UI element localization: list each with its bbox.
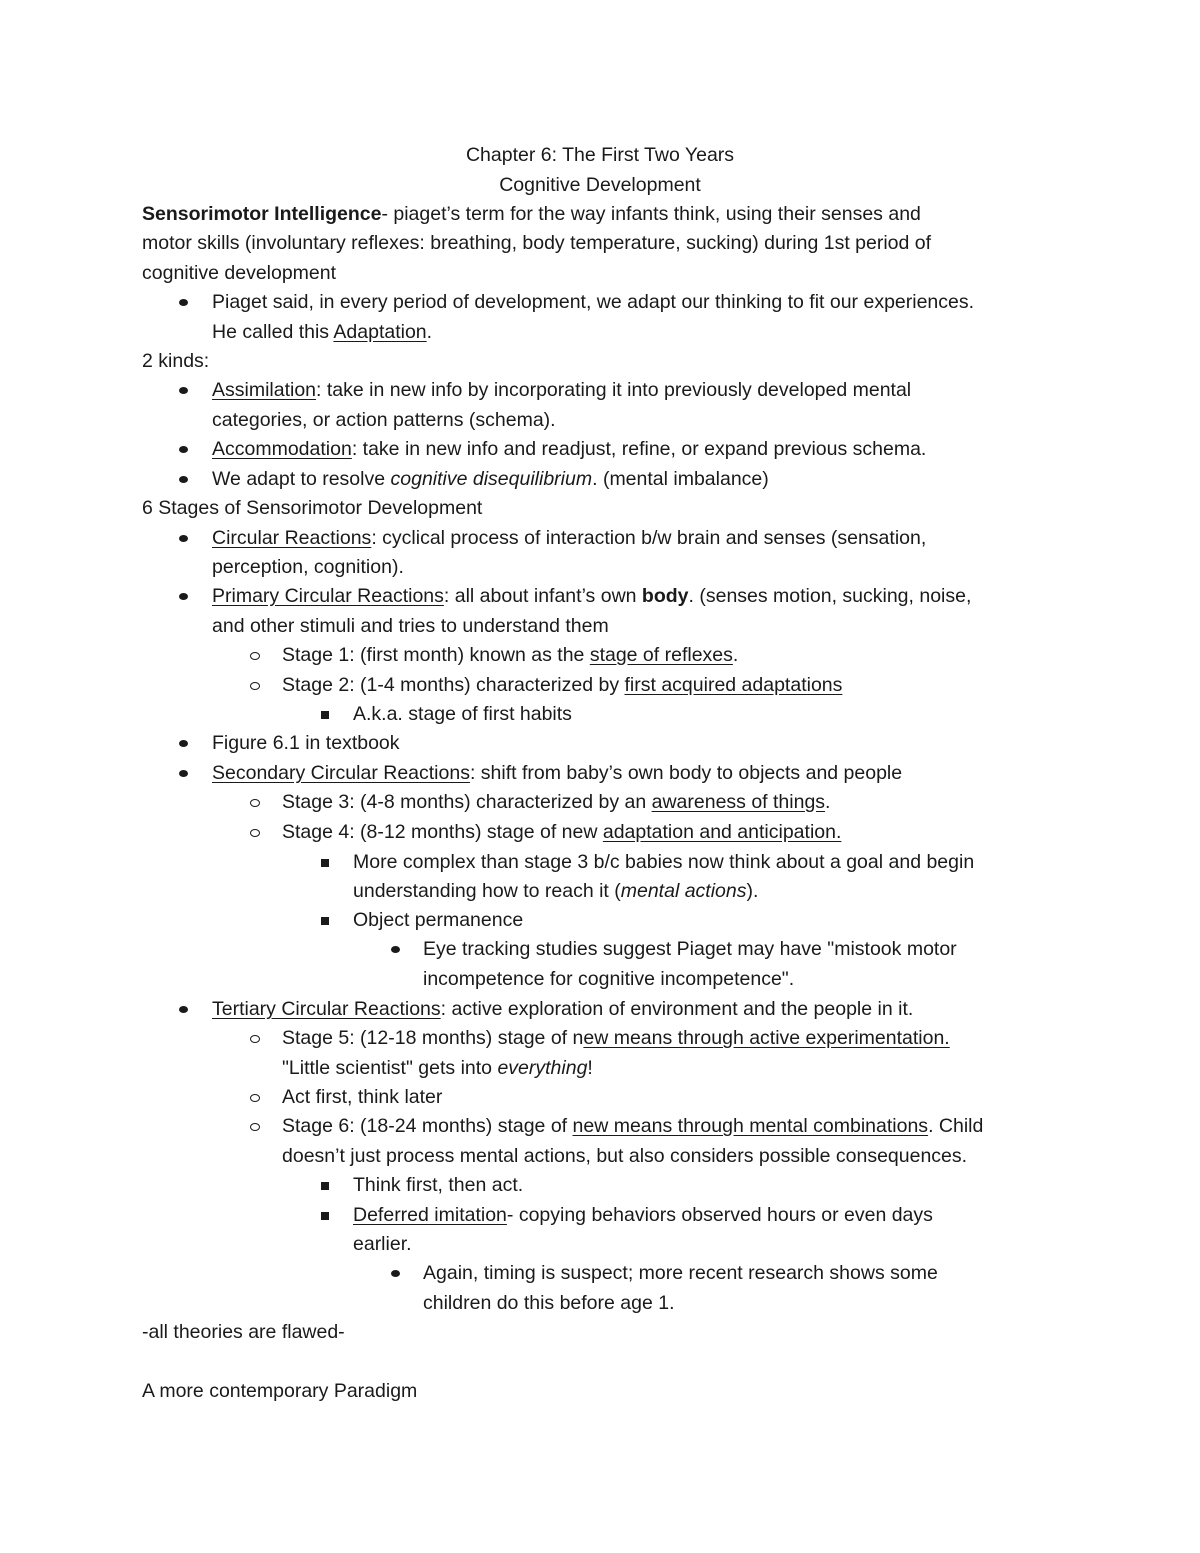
stage5-line-1: Stage 5: (12-18 months) stage of new means through active experimentation.: [282, 1027, 950, 1049]
term-secondary-circular-reactions: Secondary Circular Reactions: [212, 762, 470, 784]
term-adaptation-and-anticipation: adaptation and anticipation.: [602, 821, 842, 843]
term-first-acquired-adaptations: first acquired adaptations: [624, 674, 843, 696]
deferred-line-1: Deferred imitation- copying behaviors observed hours or even days: [353, 1204, 933, 1226]
bullet-square-icon: [313, 850, 337, 874]
adaptation-line-1: Piaget said, in every period of development, we adapt our thinking to fit our experiences.: [212, 291, 975, 313]
secondary-line: Secondary Circular Reactions: shift from baby’s own body to objects and people: [212, 762, 903, 784]
stage1-line: Stage 1: (first month) known as the stage of reflexes.: [282, 644, 739, 666]
again-line-2: children do this before age 1.: [423, 1292, 675, 1314]
act-first-line: Act first, think later: [282, 1086, 443, 1108]
term-mental-combinations: new means through mental combinations: [572, 1115, 929, 1137]
bullet-square-icon: [313, 702, 337, 726]
bullet-circle-icon: [243, 790, 267, 814]
term-adaptation: Adaptation: [333, 321, 427, 343]
term-sensorimotor-intelligence: Sensorimotor Intelligence: [142, 203, 382, 225]
primary-line-1: Primary Circular Reactions: all about infant’s own body. (senses motion, sucking, noise,: [212, 585, 972, 607]
habits-line: A.k.a. stage of first habits: [353, 703, 572, 725]
stages-heading: 6 Stages of Sensorimotor Development: [142, 497, 483, 519]
term-cognitive-disequilibrium: cognitive disequilibrium: [390, 468, 593, 490]
bullet-circle-icon: [243, 673, 267, 697]
term-awareness-of-things: awareness of things: [651, 791, 826, 813]
stage5-line-2: "Little scientist" gets into everything!: [282, 1057, 593, 1079]
term-active-experimentation: ew means through active experimentation.: [583, 1027, 950, 1049]
intro-line-2: motor skills (involuntary reflexes: breathing, body temperature, sucking) during 1st period of: [142, 232, 932, 254]
eye-line-1: Eye tracking studies suggest Piaget may have "mistook motor: [423, 938, 957, 960]
stage6-line-1: Stage 6: (18-24 months) stage of new means through mental combinations. Child: [282, 1115, 984, 1137]
intro-line-1: Sensorimotor Intelligence- piaget’s term for the way infants think, using their senses and: [142, 203, 921, 225]
document-title: Chapter 6: The First Two Years: [465, 144, 735, 166]
bullet-dot-icon: [171, 584, 195, 608]
bullet-square-icon: [313, 908, 337, 932]
assimilation-line-2: categories, or action patterns (schema).: [212, 409, 556, 431]
flawed-line: -all theories are flawed-: [142, 1321, 345, 1343]
bullet-circle-icon: [243, 1085, 267, 1109]
document-subtitle: Cognitive Development: [499, 174, 701, 196]
bullet-circle-icon: [243, 1026, 267, 1050]
disequilibrium-line: We adapt to resolve cognitive disequilibrium. (mental imbalance): [212, 468, 769, 490]
bullet-dot-icon: [171, 731, 195, 755]
term-mental-actions: mental actions: [620, 880, 747, 902]
term-tertiary-circular-reactions: Tertiary Circular Reactions: [212, 998, 441, 1020]
adaptation-line-2: He called this Adaptation.: [212, 321, 433, 343]
bullet-dot-icon: [171, 378, 195, 402]
bullet-dot-icon: [171, 437, 195, 461]
assimilation-line-1: Assimilation: take in new info by incorporating it into previously developed mental: [212, 379, 912, 401]
eye-line-2: incompetence for cognitive incompetence".: [423, 968, 795, 990]
think-first-line: Think first, then act.: [353, 1174, 524, 1196]
permanence-line: Object permanence: [353, 909, 524, 931]
accommodation-line: Accommodation: take in new info and readjust, refine, or expand previous schema.: [212, 438, 927, 460]
stage2-line: Stage 2: (1-4 months) characterized by first acquired adaptations: [282, 674, 843, 696]
term-accommodation: Accommodation: [212, 438, 352, 460]
bullet-circle-icon: [243, 820, 267, 844]
term-stage-of-reflexes: stage of reflexes: [589, 644, 733, 666]
term-assimilation: Assimilation: [212, 379, 317, 401]
primary-line-2: and other stimuli and tries to understand them: [212, 615, 609, 637]
bullet-square-icon: [313, 1173, 337, 1197]
term-circular-reactions: Circular Reactions: [212, 527, 372, 549]
deferred-line-2: earlier.: [353, 1233, 412, 1255]
tertiary-line: Tertiary Circular Reactions: active exploration of environment and the people in it.: [212, 998, 914, 1020]
bullet-dot-icon: [383, 937, 407, 961]
bullet-dot-icon: [171, 761, 195, 785]
term-primary-circular-reactions: Primary Circular Reactions: [212, 585, 444, 607]
bullet-circle-icon: [243, 643, 267, 667]
again-line-1: Again, timing is suspect; more recent research shows some: [423, 1262, 938, 1284]
circular-line-1: Circular Reactions: cyclical process of interaction b/w brain and senses (sensation,: [212, 527, 927, 549]
complex-line-2: understanding how to reach it (mental actions).: [353, 880, 759, 902]
stage6-line-2: doesn’t just process mental actions, but also considers possible consequences.: [282, 1145, 968, 1167]
stage3-line: Stage 3: (4-8 months) characterized by an awareness of things.: [282, 791, 831, 813]
intro-line-3: cognitive development: [142, 262, 337, 284]
figure-line: Figure 6.1 in textbook: [212, 732, 400, 754]
bullet-dot-icon: [171, 290, 195, 314]
bullet-dot-icon: [171, 997, 195, 1021]
paradigm-line: A more contemporary Paradigm: [142, 1380, 418, 1402]
term-deferred-imitation: Deferred imitation: [353, 1204, 507, 1226]
bullet-dot-icon: [171, 526, 195, 550]
bullet-dot-icon: [171, 467, 195, 491]
kinds-label: 2 kinds:: [142, 350, 210, 372]
circular-line-2: perception, cognition).: [212, 556, 404, 578]
bullet-circle-icon: [243, 1114, 267, 1138]
complex-line-1: More complex than stage 3 b/c babies now think about a goal and begin: [353, 851, 975, 873]
bullet-square-icon: [313, 1203, 337, 1227]
bullet-dot-icon: [383, 1261, 407, 1285]
stage4-line: Stage 4: (8-12 months) stage of new adaptation and anticipation.: [282, 821, 842, 843]
